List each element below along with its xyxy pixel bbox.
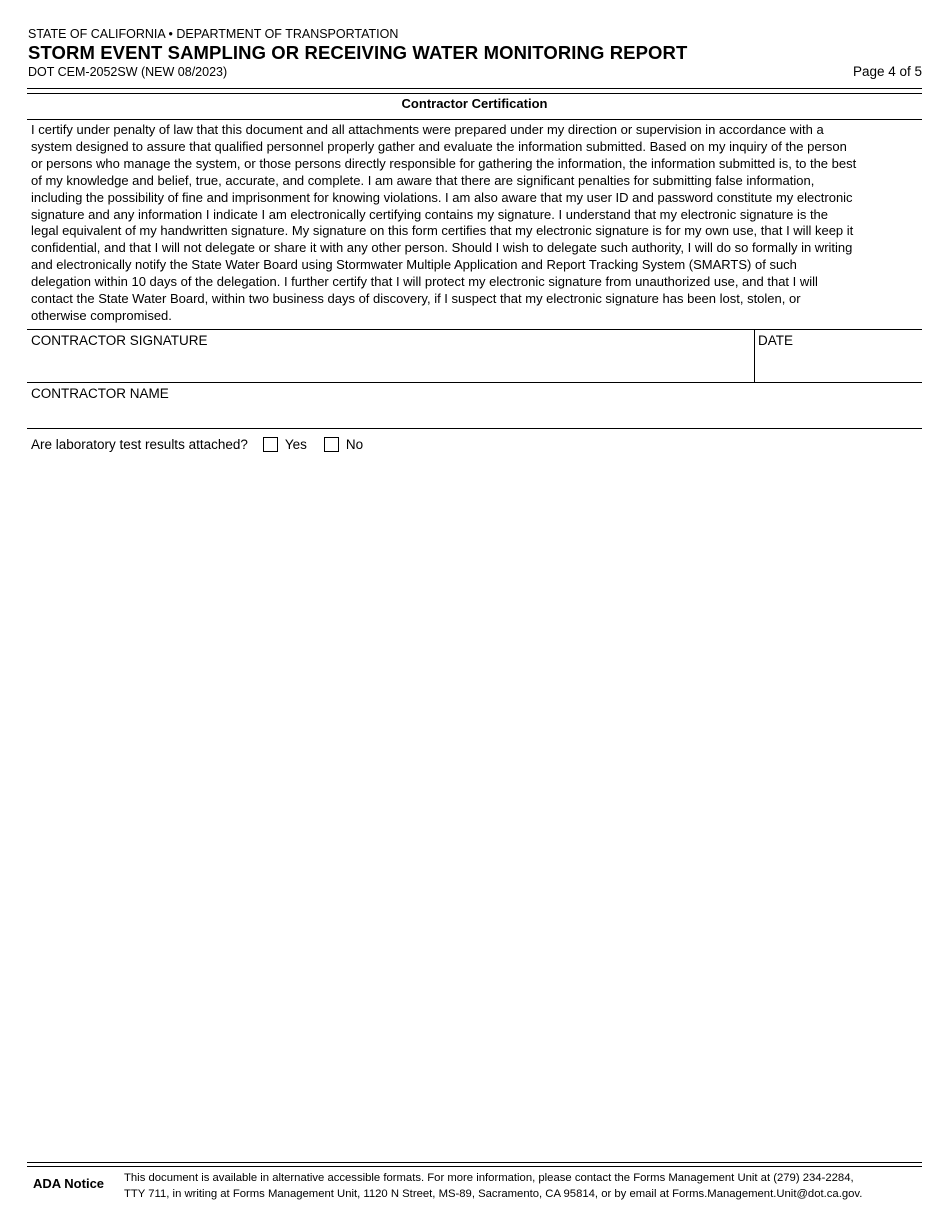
footer-rule-bottom	[27, 1166, 922, 1167]
certification-line: confidential, and that I will not delegate or share it with any other person. Should I wish to delegate such authority, I will do so formally in writing	[31, 240, 853, 256]
page-indicator: Page 4 of 5	[852, 64, 922, 79]
certification-line: legal equivalent of my handwritten signature. My signature on this form certifies that my electronic signature is for my own use, that I will keep it	[31, 223, 854, 239]
certification-line: signature and any information I indicate I am electronically certifying contains my signature. I understand that my electronic signature is the	[31, 206, 829, 222]
lab-results-question-row	[31, 437, 363, 452]
contractor-signature-label: CONTRACTOR SIGNATURE	[31, 333, 208, 348]
lab-results-yes-label: Yes	[284, 437, 307, 452]
contractor-signature-field[interactable]	[27, 330, 754, 382]
agency-line: STATE OF CALIFORNIA • DEPARTMENT OF TRANSPORTATION	[28, 27, 399, 41]
certification-line: of my knowledge and belief, true, accurate, and complete. I am aware that there are significant penalties for submitting false information,	[31, 172, 815, 188]
certification-line: contact the State Water Board, within two business days of discovery, if I suspect that my electronic signature has been lost, stolen, or	[31, 291, 801, 307]
ada-notice-text	[124, 1171, 924, 1202]
date-label: DATE	[758, 333, 794, 348]
certification-line: and electronically notify the State Water Board using Stormwater Multiple Application and Report Tracking System (SMARTS) of such	[31, 257, 797, 273]
header-rule-bottom	[27, 93, 922, 94]
lab-results-no-checkbox[interactable]	[324, 437, 339, 452]
certification-line: or persons who manage the system, or those persons directly responsible for gathering the information, the information submitted is, to the best	[31, 155, 857, 171]
ada-notice-line: This document is available in alternative accessible formats. For more information, please contact the Forms Management Unit at (279) 234-2284,	[124, 1172, 854, 1184]
contractor-name-field[interactable]	[27, 383, 922, 428]
certification-line: including the possibility of fine and imprisonment for knowing violations. I am also aware that my user ID and password constitute my electronic	[31, 189, 853, 205]
section-heading-contractor-certification: Contractor Certification	[401, 96, 548, 111]
ada-notice-line: TTY 711, in writing at Forms Management Unit, 1120 N Street, MS-89, Sacramento, CA 95814, or by email at Forms.Management.Unit@dot.ca.gov.	[124, 1187, 863, 1200]
certification-line: system designed to assure that qualified personnel properly gather and evaluate the information submitted. Based on my inquiry of the person	[31, 138, 847, 154]
header-rule-top	[27, 88, 922, 89]
lab-results-question: Are laboratory test results attached?	[31, 437, 248, 452]
certification-line: I certify under penalty of law that this document and all attachments were prepared under my direction or supervision in accordance with a	[31, 122, 824, 137]
form-title: STORM EVENT SAMPLING OR RECEIVING WATER MONITORING REPORT	[28, 42, 688, 63]
date-field[interactable]	[755, 330, 922, 382]
lab-results-yes-checkbox[interactable]	[263, 437, 278, 452]
certification-line: otherwise compromised.	[31, 307, 172, 323]
certification-statement	[31, 122, 921, 325]
certification-line: delegation within 10 days of the delegation. I further certify that I will protect my electronic signature from unauthorized use, and that I will	[31, 274, 818, 290]
lab-results-no-label: No	[345, 437, 364, 452]
footer-rule-top	[27, 1162, 922, 1163]
ada-notice-label: ADA Notice	[33, 1176, 105, 1191]
form-number: DOT CEM-2052SW (NEW 08/2023)	[28, 65, 228, 79]
section-heading-divider	[27, 119, 922, 120]
contractor-name-label: CONTRACTOR NAME	[31, 386, 169, 401]
name-row-bottom-rule	[27, 428, 922, 429]
